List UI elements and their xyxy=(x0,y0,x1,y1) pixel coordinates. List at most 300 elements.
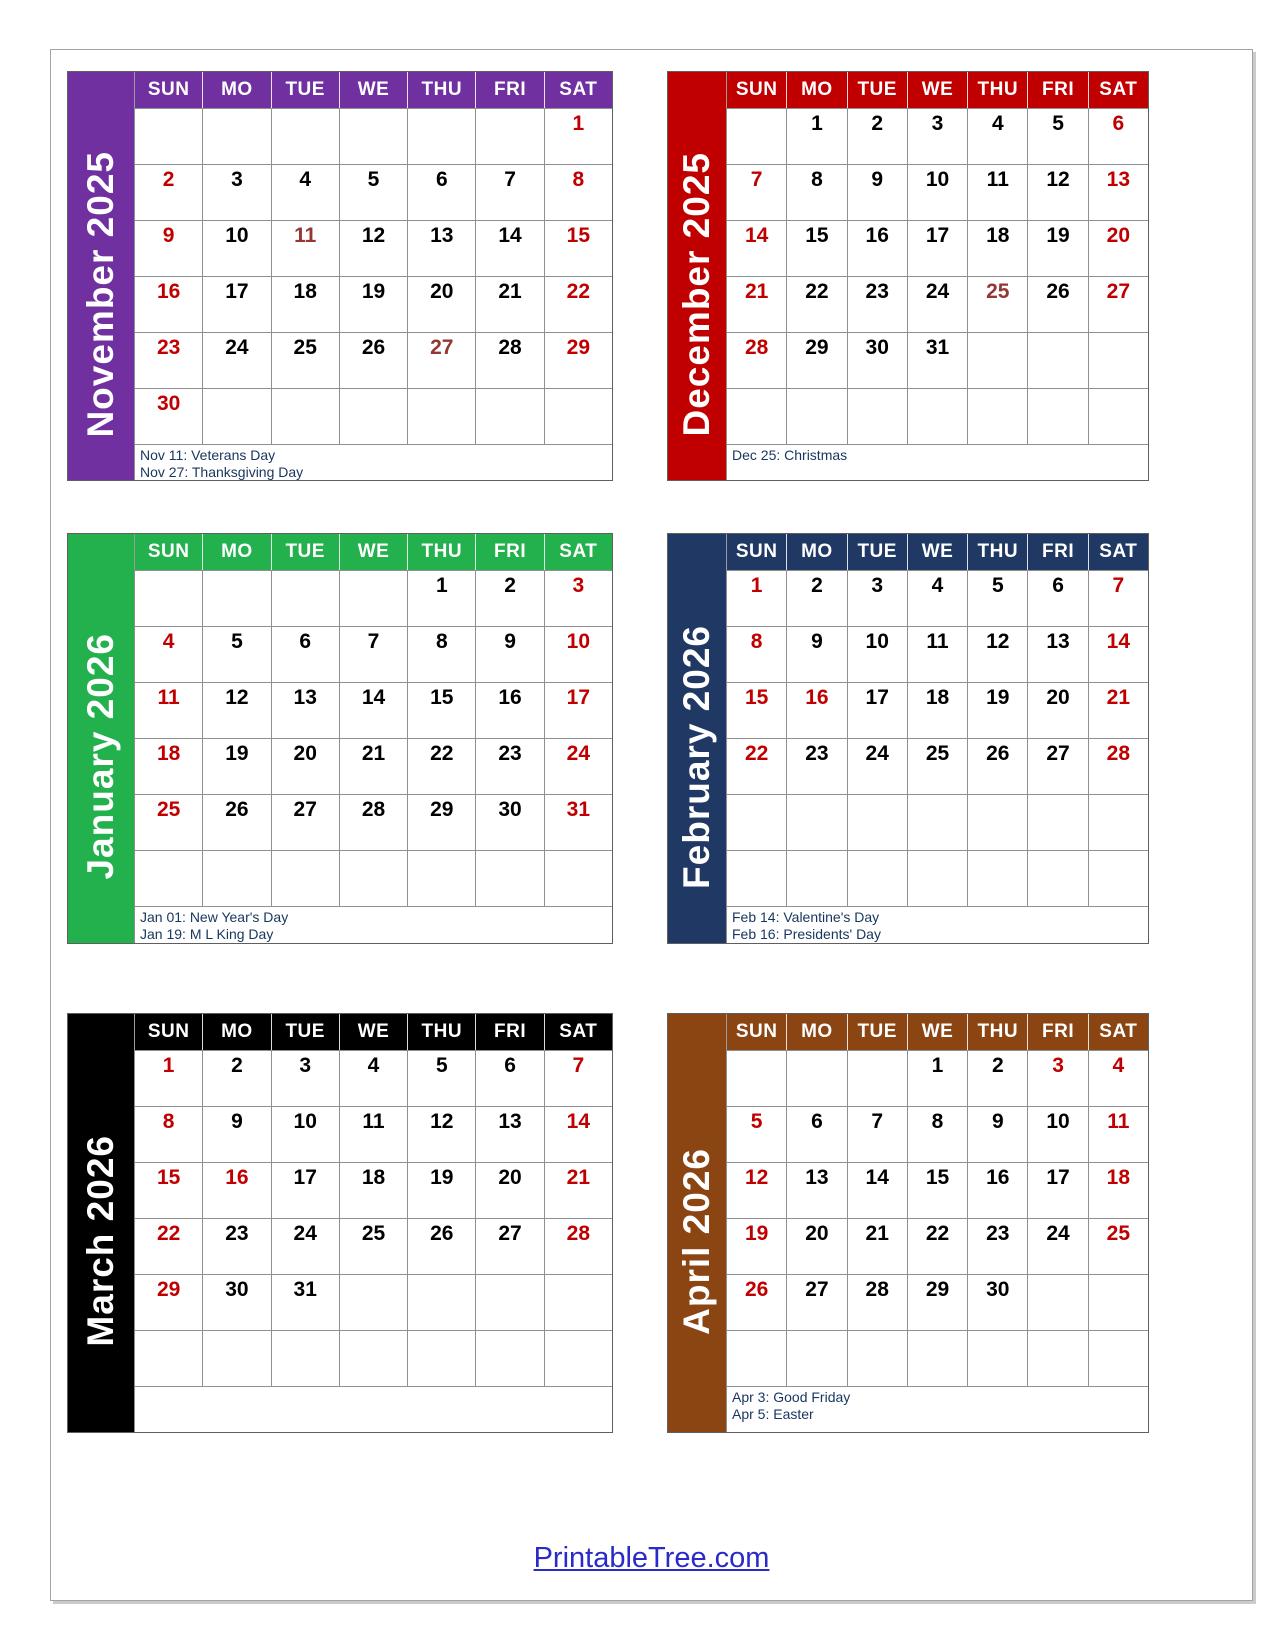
date-cell: 29 xyxy=(907,1274,967,1330)
date-cell: 10 xyxy=(1027,1106,1087,1162)
date-cell: 3 xyxy=(1027,1050,1087,1106)
date-cell: 27 xyxy=(1088,276,1148,332)
day-header-mo: MO xyxy=(202,534,270,570)
date-cell: 4 xyxy=(1088,1050,1148,1106)
date-cell: 26 xyxy=(1027,276,1087,332)
date-cell: 24 xyxy=(1027,1218,1087,1274)
date-cell: 2 xyxy=(202,1050,270,1106)
date-cell: 2 xyxy=(475,570,543,626)
date-cell: 17 xyxy=(1027,1162,1087,1218)
day-header-thu: THU xyxy=(407,534,475,570)
date-cell: 26 xyxy=(202,794,270,850)
date-cell: 17 xyxy=(544,682,612,738)
holiday-note: Feb 16: Presidents' Day xyxy=(732,926,881,942)
day-header-fri: FRI xyxy=(475,534,543,570)
day-header-thu: THU xyxy=(967,1014,1027,1050)
date-cell: 22 xyxy=(907,1218,967,1274)
empty-cell xyxy=(786,1330,846,1386)
month-sidebar xyxy=(68,108,134,480)
date-cell: 21 xyxy=(544,1162,612,1218)
date-cell: 5 xyxy=(726,1106,786,1162)
date-cell: 19 xyxy=(202,738,270,794)
date-cell: 12 xyxy=(202,682,270,738)
day-header-tue: TUE xyxy=(271,72,339,108)
date-cell: 15 xyxy=(407,682,475,738)
date-cell: 20 xyxy=(1088,220,1148,276)
date-cell: 15 xyxy=(907,1162,967,1218)
day-header-tue: TUE xyxy=(271,534,339,570)
date-cell: 4 xyxy=(907,570,967,626)
empty-cell xyxy=(1027,794,1087,850)
date-cell: 23 xyxy=(134,332,202,388)
date-cell: 30 xyxy=(202,1274,270,1330)
empty-cell xyxy=(847,388,907,444)
empty-cell xyxy=(134,570,202,626)
holiday-note: Nov 27: Thanksgiving Day xyxy=(140,464,304,480)
date-cell: 9 xyxy=(475,626,543,682)
date-cell: 20 xyxy=(475,1162,543,1218)
empty-cell xyxy=(134,1330,202,1386)
month-block-january-2026 xyxy=(67,533,613,944)
date-cell: 4 xyxy=(271,164,339,220)
empty-cell xyxy=(1027,850,1087,906)
day-header-sat: SAT xyxy=(544,72,612,108)
day-header-we: WE xyxy=(339,72,407,108)
empty-cell xyxy=(134,108,202,164)
date-cell: 9 xyxy=(786,626,846,682)
empty-cell xyxy=(967,332,1027,388)
empty-cell xyxy=(1027,1330,1087,1386)
month-title: November 2025 xyxy=(80,150,121,438)
date-cell: 14 xyxy=(339,682,407,738)
empty-cell xyxy=(544,850,612,906)
day-header-mo: MO xyxy=(786,1014,846,1050)
date-cell: 3 xyxy=(202,164,270,220)
date-cell: 5 xyxy=(967,570,1027,626)
date-cell: 11 xyxy=(907,626,967,682)
date-cell: 23 xyxy=(847,276,907,332)
date-cell: 4 xyxy=(967,108,1027,164)
empty-cell xyxy=(1088,850,1148,906)
date-cell: 16 xyxy=(475,682,543,738)
date-cell: 18 xyxy=(907,682,967,738)
empty-cell xyxy=(475,388,543,444)
day-header-we: WE xyxy=(907,72,967,108)
empty-cell xyxy=(967,794,1027,850)
date-cell: 24 xyxy=(202,332,270,388)
date-cell: 4 xyxy=(339,1050,407,1106)
date-cell: 23 xyxy=(786,738,846,794)
date-cell: 6 xyxy=(1088,108,1148,164)
date-cell: 18 xyxy=(967,220,1027,276)
date-cell: 7 xyxy=(1088,570,1148,626)
empty-cell xyxy=(907,1330,967,1386)
date-cell: 23 xyxy=(202,1218,270,1274)
holiday-notes xyxy=(134,906,612,943)
date-cell: 5 xyxy=(339,164,407,220)
empty-cell xyxy=(475,1274,543,1330)
empty-cell xyxy=(726,850,786,906)
date-cell: 17 xyxy=(271,1162,339,1218)
empty-cell xyxy=(202,570,270,626)
date-cell: 21 xyxy=(726,276,786,332)
date-cell: 29 xyxy=(134,1274,202,1330)
date-cell: 16 xyxy=(847,220,907,276)
date-cell: 25 xyxy=(907,738,967,794)
day-header-fri: FRI xyxy=(1027,72,1087,108)
date-cell: 9 xyxy=(202,1106,270,1162)
day-header-tue: TUE xyxy=(847,72,907,108)
date-cell: 17 xyxy=(847,682,907,738)
day-header-thu: THU xyxy=(407,1014,475,1050)
date-cell: 30 xyxy=(475,794,543,850)
holiday-notes xyxy=(134,444,612,480)
date-cell: 7 xyxy=(475,164,543,220)
date-cell: 8 xyxy=(134,1106,202,1162)
date-cell: 30 xyxy=(134,388,202,444)
date-cell: 8 xyxy=(544,164,612,220)
month-sidebar xyxy=(668,570,726,943)
holiday-notes xyxy=(726,444,1148,480)
empty-cell xyxy=(1088,1274,1148,1330)
empty-cell xyxy=(202,108,270,164)
date-cell: 9 xyxy=(134,220,202,276)
date-cell: 19 xyxy=(407,1162,475,1218)
date-cell: 18 xyxy=(134,738,202,794)
date-cell: 11 xyxy=(1088,1106,1148,1162)
day-header-fri: FRI xyxy=(475,1014,543,1050)
date-cell: 6 xyxy=(475,1050,543,1106)
date-cell: 13 xyxy=(271,682,339,738)
holiday-notes xyxy=(726,906,1148,943)
month-sidebar xyxy=(668,108,726,480)
date-cell: 22 xyxy=(544,276,612,332)
empty-cell xyxy=(271,388,339,444)
month-block-february-2026 xyxy=(667,533,1149,944)
date-cell: 18 xyxy=(1088,1162,1148,1218)
day-header-sat: SAT xyxy=(1088,534,1148,570)
empty-cell xyxy=(967,388,1027,444)
date-cell: 21 xyxy=(847,1218,907,1274)
empty-cell xyxy=(1027,388,1087,444)
empty-cell xyxy=(544,388,612,444)
empty-cell xyxy=(407,850,475,906)
date-cell: 11 xyxy=(967,164,1027,220)
empty-cell xyxy=(544,1274,612,1330)
day-header-sun: SUN xyxy=(134,1014,202,1050)
month-sidebar xyxy=(68,570,134,943)
date-cell: 29 xyxy=(544,332,612,388)
date-cell: 28 xyxy=(339,794,407,850)
day-header-sat: SAT xyxy=(1088,72,1148,108)
date-cell: 13 xyxy=(475,1106,543,1162)
date-cell: 25 xyxy=(967,276,1027,332)
date-cell: 21 xyxy=(339,738,407,794)
day-header-mo: MO xyxy=(786,534,846,570)
date-cell: 10 xyxy=(271,1106,339,1162)
date-cell: 1 xyxy=(544,108,612,164)
empty-cell xyxy=(407,108,475,164)
holiday-note: Dec 25: Christmas xyxy=(732,447,848,463)
date-cell: 2 xyxy=(134,164,202,220)
date-cell: 26 xyxy=(407,1218,475,1274)
day-header-thu: THU xyxy=(407,72,475,108)
day-header-mo: MO xyxy=(202,72,270,108)
empty-cell xyxy=(1088,332,1148,388)
day-header-tue: TUE xyxy=(847,534,907,570)
date-cell: 19 xyxy=(339,276,407,332)
page-frame xyxy=(50,49,1253,1601)
empty-cell xyxy=(339,1330,407,1386)
date-cell: 18 xyxy=(339,1162,407,1218)
day-header-we: WE xyxy=(339,534,407,570)
empty-cell xyxy=(786,388,846,444)
date-cell: 11 xyxy=(339,1106,407,1162)
date-cell: 20 xyxy=(786,1218,846,1274)
date-cell: 6 xyxy=(271,626,339,682)
empty-cell xyxy=(475,108,543,164)
date-cell: 3 xyxy=(847,570,907,626)
date-cell: 27 xyxy=(475,1218,543,1274)
day-header-we: WE xyxy=(907,534,967,570)
empty-cell xyxy=(726,794,786,850)
date-cell: 28 xyxy=(726,332,786,388)
corner-cell xyxy=(68,534,134,570)
month-block-march-2026 xyxy=(67,1013,613,1433)
holiday-notes xyxy=(134,1386,612,1432)
empty-cell xyxy=(786,850,846,906)
empty-cell xyxy=(786,794,846,850)
day-header-sun: SUN xyxy=(134,72,202,108)
date-cell: 8 xyxy=(786,164,846,220)
empty-cell xyxy=(847,1050,907,1106)
day-header-sun: SUN xyxy=(726,1014,786,1050)
date-cell: 14 xyxy=(544,1106,612,1162)
date-cell: 16 xyxy=(202,1162,270,1218)
date-cell: 10 xyxy=(544,626,612,682)
empty-cell xyxy=(202,850,270,906)
date-cell: 16 xyxy=(967,1162,1027,1218)
empty-cell xyxy=(907,850,967,906)
date-cell: 1 xyxy=(407,570,475,626)
date-cell: 2 xyxy=(967,1050,1027,1106)
empty-cell xyxy=(475,1330,543,1386)
date-cell: 14 xyxy=(475,220,543,276)
date-cell: 5 xyxy=(1027,108,1087,164)
date-cell: 27 xyxy=(271,794,339,850)
date-cell: 25 xyxy=(1088,1218,1148,1274)
empty-cell xyxy=(339,388,407,444)
empty-cell xyxy=(271,850,339,906)
day-header-mo: MO xyxy=(202,1014,270,1050)
empty-cell xyxy=(134,850,202,906)
date-cell: 27 xyxy=(786,1274,846,1330)
date-cell: 13 xyxy=(1027,626,1087,682)
date-cell: 19 xyxy=(1027,220,1087,276)
day-header-we: WE xyxy=(339,1014,407,1050)
empty-cell xyxy=(907,794,967,850)
day-header-sun: SUN xyxy=(134,534,202,570)
holiday-note: Nov 11: Veterans Day xyxy=(140,447,276,463)
date-cell: 7 xyxy=(544,1050,612,1106)
date-cell: 7 xyxy=(726,164,786,220)
empty-cell xyxy=(271,570,339,626)
date-cell: 25 xyxy=(339,1218,407,1274)
footer-link[interactable]: PrintableTree.com xyxy=(533,1542,770,1574)
date-cell: 21 xyxy=(1088,682,1148,738)
date-cell: 20 xyxy=(1027,682,1087,738)
empty-cell xyxy=(339,1274,407,1330)
empty-cell xyxy=(1088,1330,1148,1386)
empty-cell xyxy=(1088,794,1148,850)
month-title: February 2026 xyxy=(676,624,717,889)
date-cell: 21 xyxy=(475,276,543,332)
day-header-sat: SAT xyxy=(1088,1014,1148,1050)
date-cell: 9 xyxy=(847,164,907,220)
date-cell: 18 xyxy=(271,276,339,332)
date-cell: 28 xyxy=(544,1218,612,1274)
date-cell: 27 xyxy=(1027,738,1087,794)
date-cell: 9 xyxy=(967,1106,1027,1162)
holiday-note: Apr 3: Good Friday xyxy=(732,1389,851,1405)
date-cell: 16 xyxy=(786,682,846,738)
date-cell: 7 xyxy=(847,1106,907,1162)
date-cell: 12 xyxy=(726,1162,786,1218)
date-cell: 14 xyxy=(847,1162,907,1218)
corner-cell xyxy=(668,72,726,108)
day-header-sun: SUN xyxy=(726,534,786,570)
date-cell: 27 xyxy=(407,332,475,388)
date-cell: 12 xyxy=(407,1106,475,1162)
empty-cell xyxy=(847,1330,907,1386)
date-cell: 12 xyxy=(1027,164,1087,220)
date-cell: 31 xyxy=(907,332,967,388)
date-cell: 30 xyxy=(967,1274,1027,1330)
month-block-december-2025 xyxy=(667,71,1149,481)
month-sidebar xyxy=(68,1050,134,1432)
month-sidebar xyxy=(668,1050,726,1432)
empty-cell xyxy=(1027,332,1087,388)
date-cell: 29 xyxy=(407,794,475,850)
empty-cell xyxy=(847,850,907,906)
date-cell: 17 xyxy=(202,276,270,332)
date-cell: 7 xyxy=(339,626,407,682)
date-cell: 8 xyxy=(726,626,786,682)
month-title: January 2026 xyxy=(80,633,121,880)
empty-cell xyxy=(847,794,907,850)
date-cell: 10 xyxy=(847,626,907,682)
corner-cell xyxy=(668,534,726,570)
date-cell: 31 xyxy=(544,794,612,850)
date-cell: 3 xyxy=(271,1050,339,1106)
month-title: December 2025 xyxy=(676,151,717,437)
date-cell: 24 xyxy=(271,1218,339,1274)
day-header-tue: TUE xyxy=(847,1014,907,1050)
date-cell: 25 xyxy=(271,332,339,388)
date-cell: 28 xyxy=(475,332,543,388)
empty-cell xyxy=(339,108,407,164)
day-header-thu: THU xyxy=(967,72,1027,108)
date-cell: 2 xyxy=(786,570,846,626)
empty-cell xyxy=(786,1050,846,1106)
date-cell: 15 xyxy=(786,220,846,276)
date-cell: 10 xyxy=(202,220,270,276)
month-title: March 2026 xyxy=(80,1135,121,1347)
empty-cell xyxy=(726,1050,786,1106)
date-cell: 31 xyxy=(271,1274,339,1330)
date-cell: 28 xyxy=(1088,738,1148,794)
date-cell: 26 xyxy=(339,332,407,388)
empty-cell xyxy=(544,1330,612,1386)
empty-cell xyxy=(271,108,339,164)
empty-cell xyxy=(407,1274,475,1330)
date-cell: 12 xyxy=(967,626,1027,682)
date-cell: 22 xyxy=(726,738,786,794)
holiday-note: Jan 01: New Year's Day xyxy=(140,909,289,925)
holiday-notes xyxy=(726,1386,1148,1432)
month-title: April 2026 xyxy=(676,1147,717,1335)
empty-cell xyxy=(1088,388,1148,444)
date-cell: 19 xyxy=(967,682,1027,738)
date-cell: 5 xyxy=(202,626,270,682)
corner-cell xyxy=(68,1014,134,1050)
empty-cell xyxy=(1027,1274,1087,1330)
date-cell: 6 xyxy=(786,1106,846,1162)
month-block-april-2026 xyxy=(667,1013,1149,1433)
date-cell: 20 xyxy=(407,276,475,332)
empty-cell xyxy=(407,388,475,444)
date-cell: 13 xyxy=(407,220,475,276)
date-cell: 20 xyxy=(271,738,339,794)
empty-cell xyxy=(967,850,1027,906)
date-cell: 12 xyxy=(339,220,407,276)
date-cell: 5 xyxy=(407,1050,475,1106)
empty-cell xyxy=(726,388,786,444)
date-cell: 15 xyxy=(544,220,612,276)
date-cell: 8 xyxy=(907,1106,967,1162)
date-cell: 22 xyxy=(407,738,475,794)
date-cell: 4 xyxy=(134,626,202,682)
day-header-sat: SAT xyxy=(544,534,612,570)
date-cell: 11 xyxy=(271,220,339,276)
date-cell: 10 xyxy=(907,164,967,220)
day-header-thu: THU xyxy=(967,534,1027,570)
date-cell: 19 xyxy=(726,1218,786,1274)
empty-cell xyxy=(407,1330,475,1386)
date-cell: 1 xyxy=(786,108,846,164)
empty-cell xyxy=(271,1330,339,1386)
date-cell: 23 xyxy=(967,1218,1027,1274)
date-cell: 13 xyxy=(786,1162,846,1218)
day-header-fri: FRI xyxy=(1027,534,1087,570)
day-header-sun: SUN xyxy=(726,72,786,108)
holiday-note: Feb 14: Valentine's Day xyxy=(732,909,880,925)
date-cell: 2 xyxy=(847,108,907,164)
month-block-november-2025 xyxy=(67,71,613,481)
day-header-sat: SAT xyxy=(544,1014,612,1050)
date-cell: 15 xyxy=(134,1162,202,1218)
corner-cell xyxy=(668,1014,726,1050)
date-cell: 29 xyxy=(786,332,846,388)
day-header-we: WE xyxy=(907,1014,967,1050)
date-cell: 13 xyxy=(1088,164,1148,220)
empty-cell xyxy=(726,1330,786,1386)
date-cell: 24 xyxy=(847,738,907,794)
date-cell: 6 xyxy=(407,164,475,220)
date-cell: 23 xyxy=(475,738,543,794)
empty-cell xyxy=(726,108,786,164)
date-cell: 1 xyxy=(134,1050,202,1106)
